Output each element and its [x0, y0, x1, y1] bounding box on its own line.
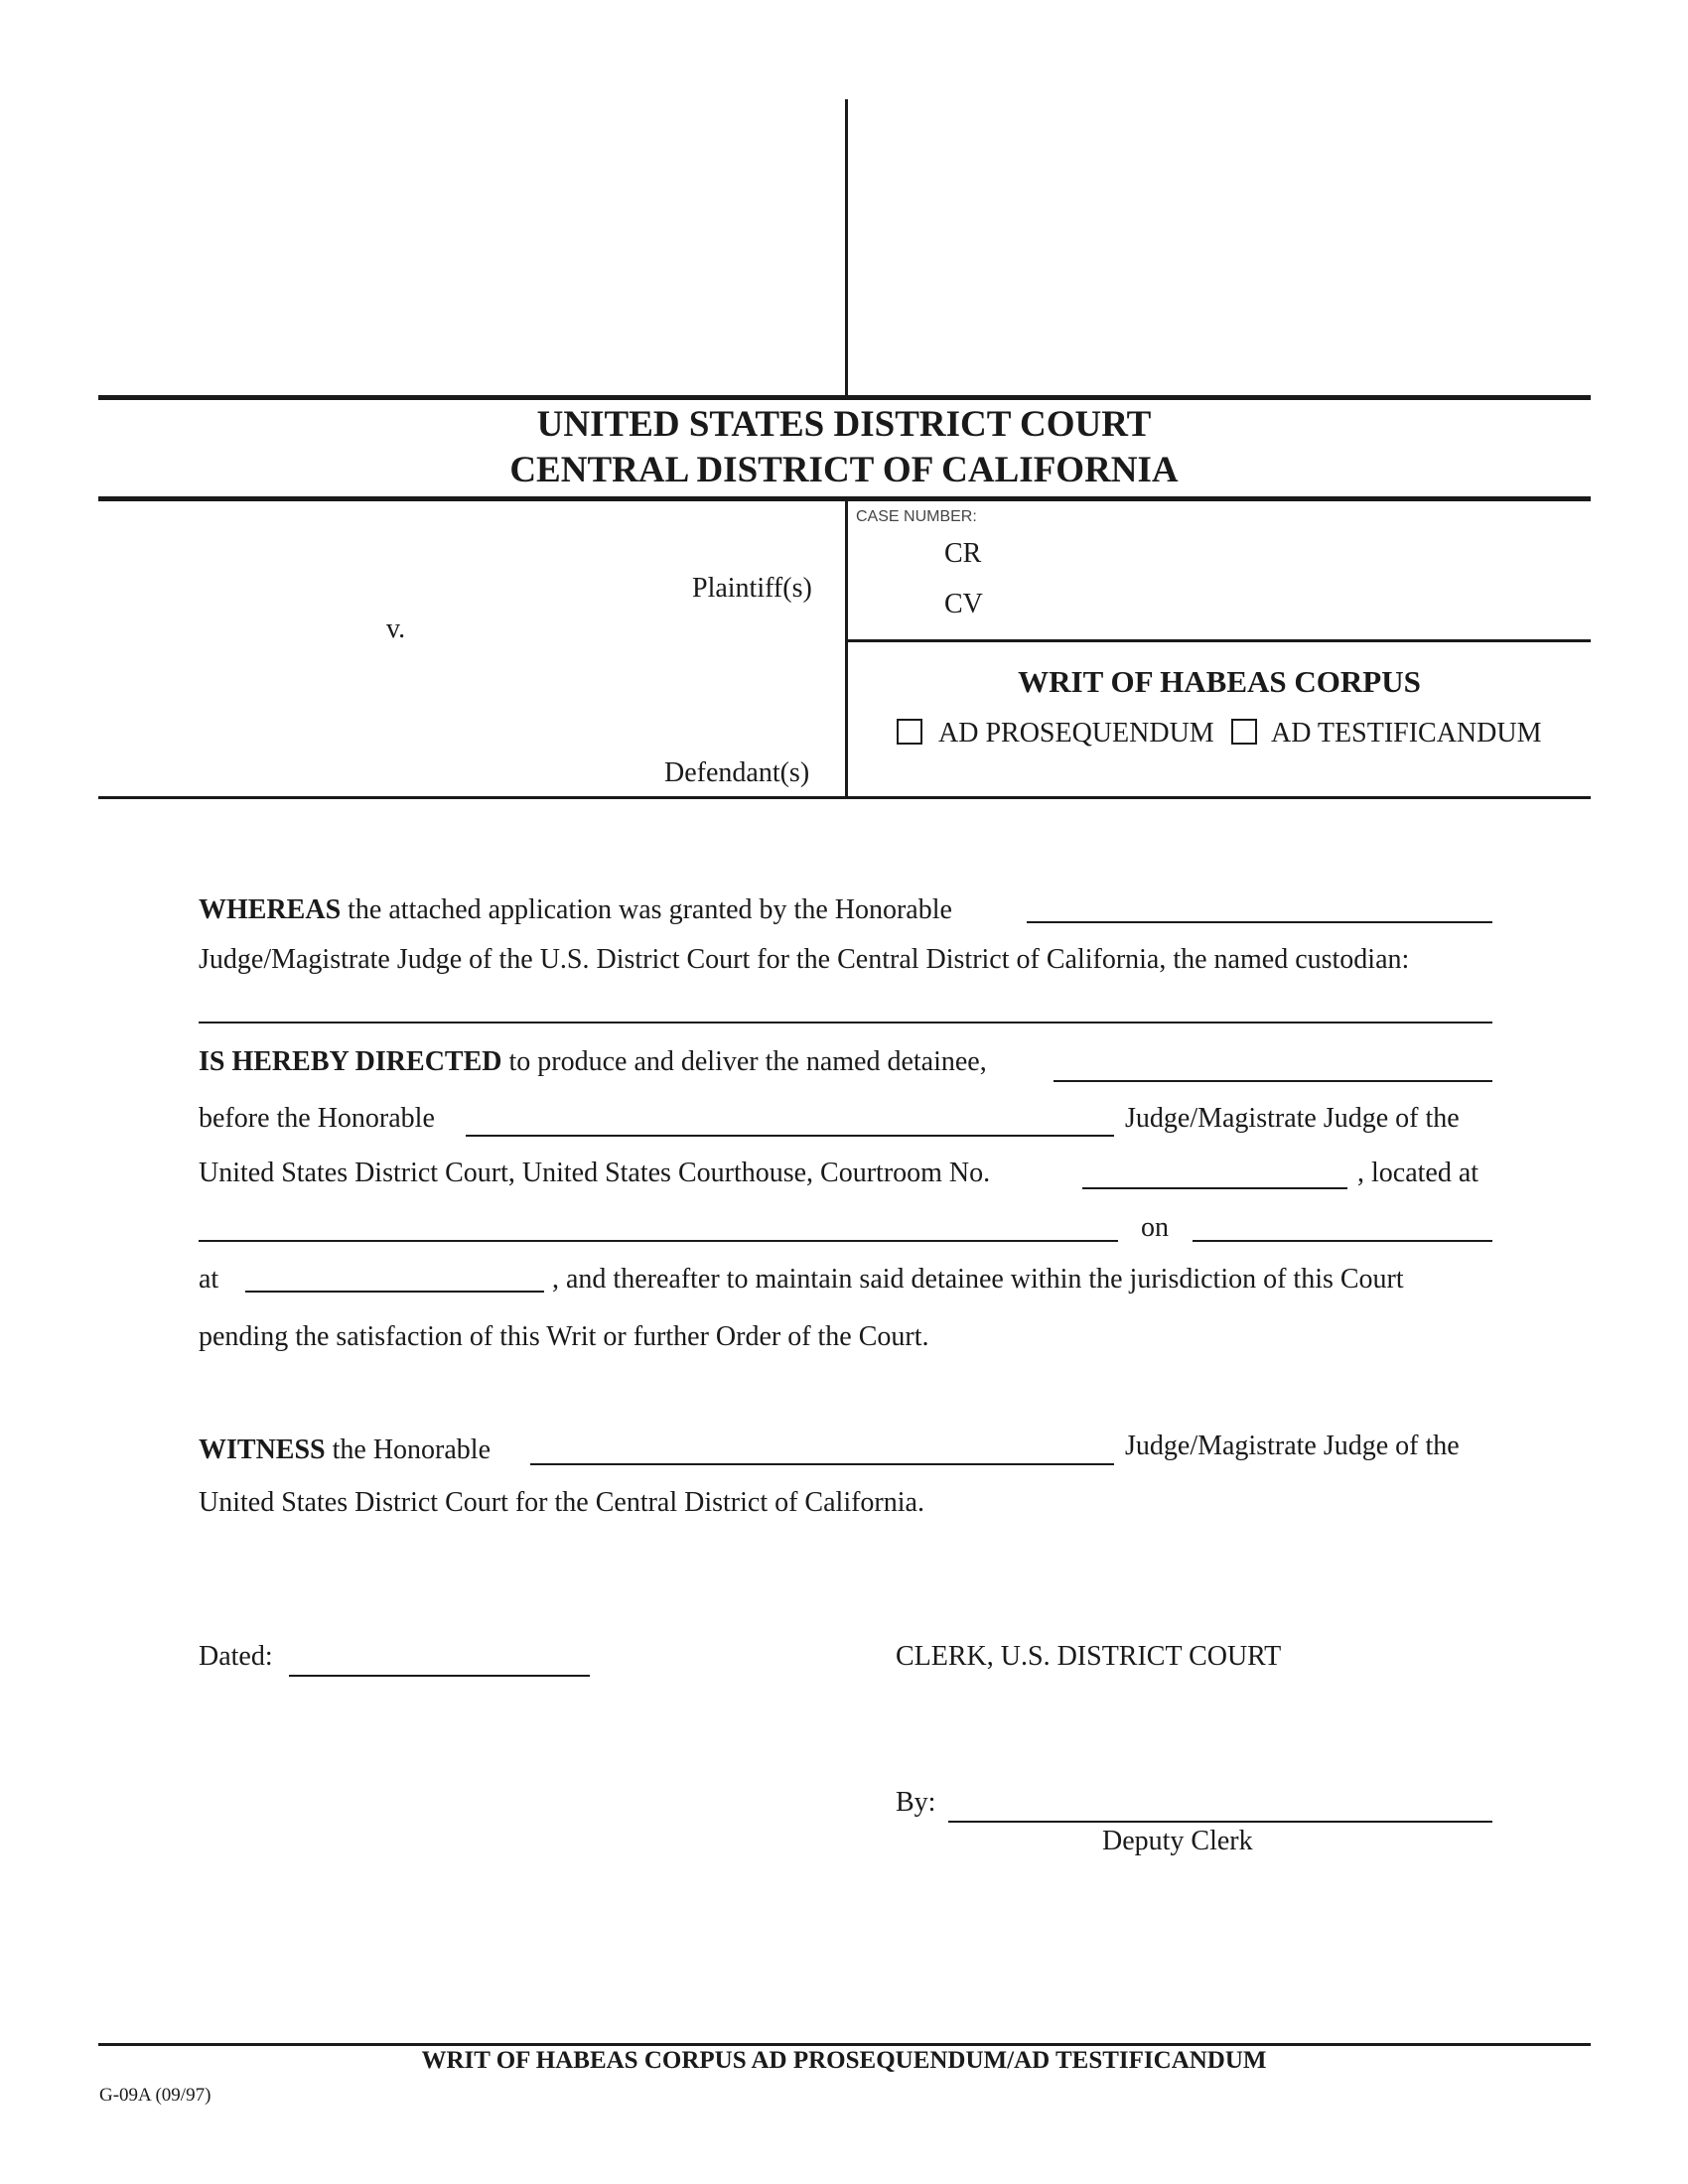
- footer-form-title: WRIT OF HABEAS CORPUS AD PROSEQUENDUM/AD TESTIFICANDUM: [421, 2047, 1267, 2074]
- custodian-blank[interactable]: [199, 1022, 1492, 1024]
- ad-testificandum-label: AD TESTIFICANDUM: [1271, 718, 1542, 749]
- on-label: on: [1141, 1212, 1169, 1243]
- witness-judge-blank[interactable]: [530, 1463, 1114, 1465]
- witness-keyword: WITNESS: [199, 1434, 326, 1465]
- witness-court-line: United States District Court for the Central District of California.: [199, 1487, 924, 1518]
- deputy-clerk-label: Deputy Clerk: [1102, 1826, 1253, 1856]
- thereafter-line: , and thereafter to maintain said detainee within the jurisdiction of this Court: [552, 1264, 1404, 1295]
- by-label: By:: [896, 1787, 936, 1818]
- detainee-name-blank[interactable]: [1054, 1080, 1492, 1082]
- witness-line: [199, 1433, 491, 1467]
- dated-blank[interactable]: [289, 1675, 590, 1677]
- whereas-text: the attached application was granted by the Honorable: [348, 894, 952, 925]
- ad-prosequendum-label: AD PROSEQUENDUM: [938, 718, 1214, 749]
- court-title-top-rule: [98, 395, 1591, 400]
- court-district: CENTRAL DISTRICT OF CALIFORNIA: [509, 450, 1179, 490]
- directed-text: to produce and deliver the named detainee,: [508, 1046, 987, 1077]
- footer-rule: [98, 2043, 1591, 2046]
- whereas-keyword: WHEREAS: [199, 894, 342, 925]
- header-vertical-divider: [845, 99, 848, 395]
- whereas-line: [199, 893, 952, 927]
- witness-text: the Honorable: [332, 1434, 492, 1465]
- located-at-label: , located at: [1357, 1158, 1479, 1188]
- judge-of-the-label-1: Judge/Magistrate Judge of the: [1125, 1103, 1460, 1134]
- ad-prosequendum-checkbox[interactable]: [897, 719, 922, 745]
- at-label: at: [199, 1264, 219, 1295]
- caption-vertical-divider: [845, 501, 848, 797]
- before-honorable-label: before the Honorable: [199, 1103, 435, 1134]
- case-prefix-cv: CV: [944, 589, 983, 619]
- caption-bottom-rule: [98, 796, 1591, 799]
- directed-line: [199, 1045, 987, 1079]
- defendant-label: Defendant(s): [664, 757, 810, 788]
- honorable-judge-blank[interactable]: [1027, 921, 1492, 923]
- pending-line: pending the satisfaction of this Writ or further Order of the Court.: [199, 1321, 929, 1352]
- plaintiff-label: Plaintiff(s): [692, 573, 812, 604]
- deputy-clerk-signature-blank[interactable]: [948, 1821, 1492, 1823]
- courthouse-line: United States District Court, United States Courthouse, Courtroom No.: [199, 1158, 991, 1188]
- date-blank[interactable]: [1193, 1240, 1492, 1242]
- court-name: UNITED STATES DISTRICT COURT: [536, 404, 1152, 445]
- directed-keyword: IS HEREBY DIRECTED: [199, 1046, 502, 1077]
- before-judge-blank[interactable]: [466, 1135, 1114, 1137]
- case-number-label: CASE NUMBER:: [856, 508, 977, 525]
- location-blank[interactable]: [199, 1240, 1118, 1242]
- custodian-line: Judge/Magistrate Judge of the U.S. District Court for the Central District of California, the named custodian:: [199, 944, 1410, 975]
- versus-label: v.: [386, 614, 406, 644]
- case-prefix-cr: CR: [944, 538, 982, 569]
- ad-testificandum-checkbox[interactable]: [1231, 719, 1257, 745]
- courtroom-number-blank[interactable]: [1082, 1187, 1347, 1189]
- case-number-bottom-rule: [848, 639, 1591, 642]
- time-blank[interactable]: [245, 1291, 544, 1293]
- writ-title: WRIT OF HABEAS CORPUS: [1018, 664, 1421, 699]
- dated-label: Dated:: [199, 1641, 273, 1672]
- form-code: G-09A (09/97): [99, 2085, 211, 2106]
- clerk-label: CLERK, U.S. DISTRICT COURT: [896, 1641, 1282, 1672]
- judge-of-the-label-2: Judge/Magistrate Judge of the: [1125, 1431, 1460, 1461]
